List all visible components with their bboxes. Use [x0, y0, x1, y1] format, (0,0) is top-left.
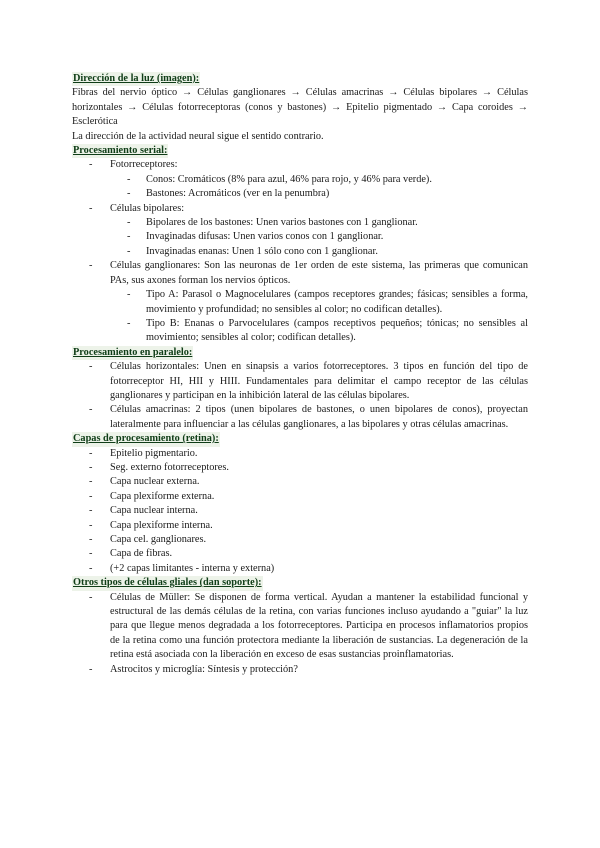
list-item: [72, 475, 528, 489]
ganglionares-text: Células ganglionares: Son las neuronas de 1er orden de este sistema, las primeras que comunican PAs, sus axones forman los nervios ópticos.: [110, 260, 528, 286]
gliales-list: [72, 591, 528, 677]
capa-text: Capa de fibras.: [110, 548, 173, 560]
bullet-dash: -: [89, 461, 93, 473]
capa-text: Capa cel. ganglionares.: [110, 534, 207, 545]
bullet-dash: -: [89, 361, 93, 373]
bullet-dash: -: [89, 476, 93, 488]
list-item: [72, 403, 528, 432]
list-item: [72, 461, 528, 475]
bullet-dash: -: [127, 317, 131, 329]
astrocitos-text: Astrocitos y microglía: Síntesis y protección?: [110, 663, 298, 675]
bullet-dash: -: [89, 404, 93, 416]
bastones-text: Bastones: Acromáticos (ver en la penumbra): [146, 188, 330, 200]
capa-text: Capa plexiforme interna.: [110, 519, 213, 531]
list-item: [72, 591, 528, 663]
section-heading-serial: Procesamiento serial:: [72, 144, 168, 158]
fotorreceptores-label: Fotorreceptores:: [110, 159, 178, 171]
serial-list: [72, 158, 528, 345]
document-body: [72, 72, 528, 677]
bullet-dash: -: [127, 245, 131, 257]
list-item: [110, 288, 528, 317]
conos-text: Conos: Cromáticos (8% para azul, 46% para rojo, y 46% para verde).: [146, 173, 432, 185]
paralelo-list: [72, 360, 528, 432]
bullet-dash: -: [89, 548, 93, 560]
bullet-dash: -: [127, 289, 131, 301]
bullet-dash: -: [89, 534, 93, 545]
list-item: [72, 490, 528, 504]
bullet-dash: -: [127, 231, 131, 243]
section-serial: [72, 144, 528, 346]
fotorreceptores-sublist: [110, 173, 528, 202]
tipo-a-text: Tipo A: Parasol o Magnocelulares (campos receptores grandes; fásicas; sensibles a forma, movimiento y profundidad; no sensibles al color; no codifican detalles).: [146, 289, 528, 315]
ganglionares-sublist: [110, 288, 528, 346]
section-heading-direccion: Dirección de la luz (imagen):: [72, 72, 200, 86]
list-item: [72, 519, 528, 533]
list-item: [72, 447, 528, 461]
list-item: [72, 158, 528, 201]
tipo-b-text: Tipo B: Enanas o Parvocelulares (campos receptivos pequeños; tónicas; no sensibles al movimiento; sensibles al color; codifican detalles).: [146, 317, 528, 344]
bullet-dash: -: [127, 188, 131, 200]
list-item: [72, 562, 528, 576]
capa-text: (+2 capas limitantes - interna y externa): [110, 562, 275, 574]
bullet-dash: -: [89, 490, 93, 502]
neural-direction-note: La dirección de la actividad neural sigue el sentido contrario.: [72, 130, 324, 142]
list-item: [110, 187, 528, 201]
section-capas: [72, 432, 528, 576]
section-direccion: [72, 72, 528, 144]
horizontales-text: Células horizontales: Unen en sinapsis a varios fotorreceptores. 3 tipos en función del tipo de fotorreceptor HI, HII y HIII. Fundamentales para delimitar el campo receptor de las células ganglionares y participan en la inhibición lateral de las células bipolares.: [110, 361, 528, 401]
bullet-dash: -: [89, 202, 93, 214]
bipolares-label: Células bipolares:: [110, 202, 185, 214]
list-item: [110, 230, 528, 244]
capa-text: Capa nuclear interna.: [110, 505, 198, 517]
bipolar-type-text: Invaginadas difusas: Unen varios conos con 1 ganglionar.: [146, 231, 384, 243]
bullet-dash: -: [89, 562, 93, 574]
capa-text: Capa plexiforme externa.: [110, 490, 215, 502]
list-item: [110, 216, 528, 230]
list-item: [72, 202, 528, 260]
list-item: [72, 533, 528, 547]
section-heading-capas: Capas de procesamiento (retina):: [72, 432, 220, 446]
capa-text: Seg. externo fotorreceptores.: [110, 461, 229, 473]
list-item: [110, 317, 528, 346]
bipolar-type-text: Invaginadas enanas: Unen 1 sólo cono con 1 ganglionar.: [146, 245, 378, 257]
list-item: [72, 504, 528, 518]
capa-text: Capa nuclear externa.: [110, 476, 200, 488]
section-heading-paralelo: Procesamiento en paralelo:: [72, 346, 193, 360]
bullet-dash: -: [89, 505, 93, 517]
light-path-paragraph: Fibras del nervio óptico → Células ganglionares → Células amacrinas → Células bipolares → Células horizontales → Células fotorreceptoras (conos y bastones) → Epitelio pigmentado → Capa coroides → Esclerótica: [72, 87, 528, 128]
list-item: [72, 547, 528, 561]
bullet-dash: -: [89, 447, 93, 459]
bullet-dash: -: [127, 217, 131, 229]
section-heading-gliales: Otros tipos de células gliales (dan soporte):: [72, 576, 263, 590]
muller-text: Células de Müller: Se disponen de forma vertical. Ayudan a mantener la estabilidad funcional y estructural de las demás células de la retina, con varias funciones incluso ayudando a "guiar" la luz para que llegue menos degradada a los fotorreceptores. Participa en procesos inflamatorios propios de la retina como una función protectora mediante la liberación de sustancias. La degeneración de la retina está asociada con la liberación en exceso de esas sustancias proinflamatorias.: [110, 591, 528, 661]
bullet-dash: -: [127, 173, 131, 185]
bipolar-type-text: Bipolares de los bastones: Unen varios bastones con 1 ganglionar.: [146, 217, 418, 229]
bullet-dash: -: [89, 519, 93, 531]
amacrinas-text: Células amacrinas: 2 tipos (unen bipolares de bastones, o unen bipolares de conos), proyectan lateralmente para influenciar a las células ganglionares, a las bipolares y otras células amacrinas.: [110, 404, 528, 430]
section-paralelo: [72, 346, 528, 432]
list-item: [72, 259, 528, 345]
bullet-dash: -: [89, 663, 93, 675]
list-item: [110, 245, 528, 259]
bullet-dash: -: [89, 591, 93, 603]
bullet-dash: -: [89, 159, 93, 171]
list-item: [110, 173, 528, 187]
section-gliales: [72, 576, 528, 677]
list-item: [72, 360, 528, 403]
bipolares-sublist: [110, 216, 528, 259]
capa-text: Epitelio pigmentario.: [110, 447, 198, 459]
capas-list: [72, 447, 528, 577]
bullet-dash: -: [89, 260, 93, 272]
list-item: [72, 663, 528, 677]
